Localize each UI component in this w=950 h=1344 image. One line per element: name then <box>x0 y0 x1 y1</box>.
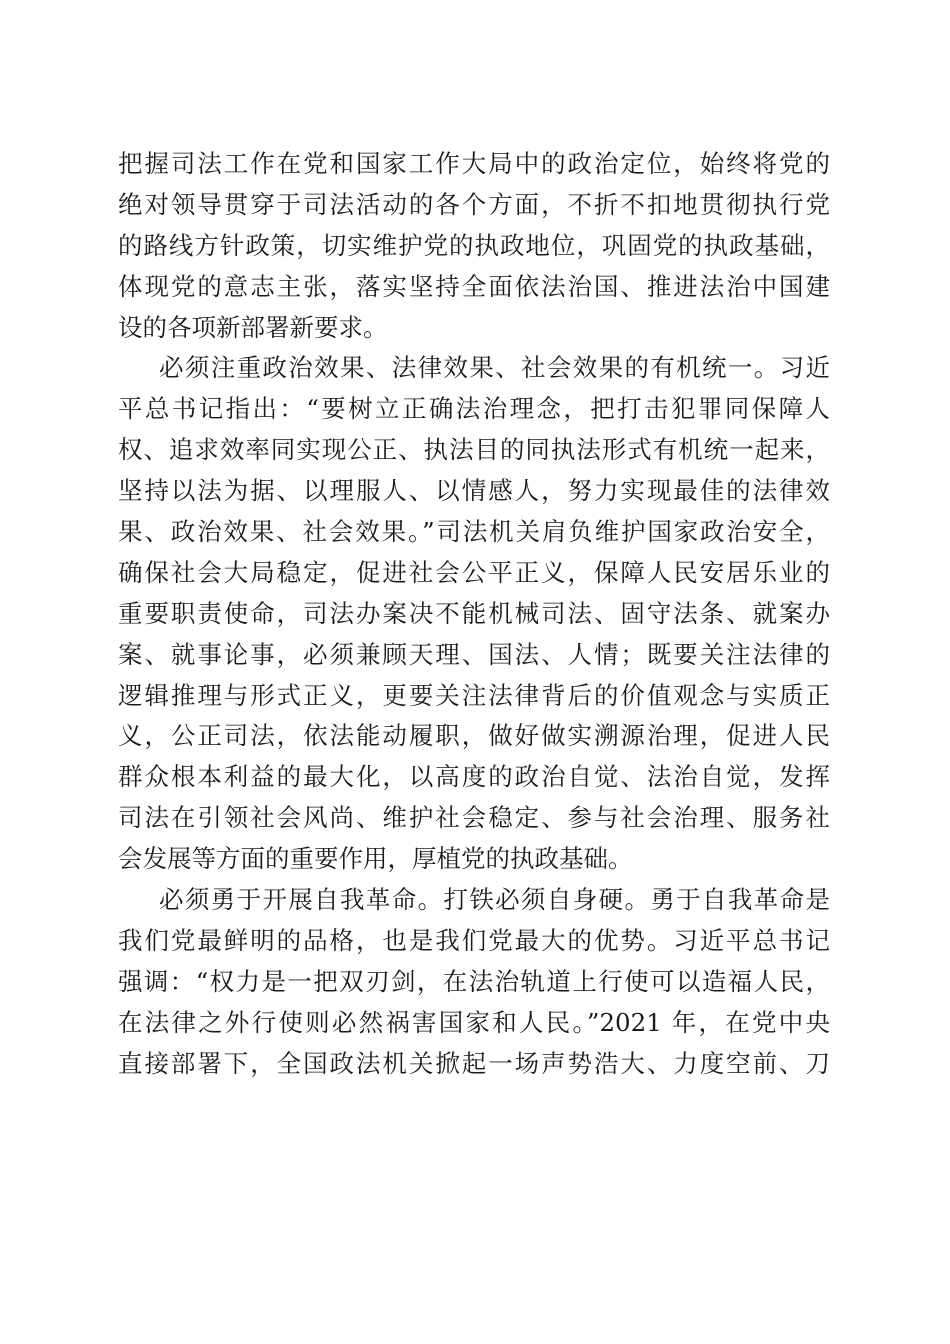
text-line: 义，公正司法，依法能动履职，做好做实溯源治理，促进人民 <box>118 721 830 751</box>
text-line: 强调：“权力是一把双刃剑，在法治轨道上行使可以造福人民， <box>118 966 830 996</box>
text-line: 体现党的意志主张，落实坚持全面依法治国、推进法治中国建 <box>118 271 830 301</box>
text-line: 平总书记指出：“要树立正确法治理念，把打击犯罪同保障人 <box>118 394 830 424</box>
text-line: 在法律之外行使则必然祸害国家和人民。”2021 年，在党中央 <box>118 1007 830 1037</box>
text-line: 逻辑推理与形式正义，更要关注法律背后的价值观念与实质正 <box>118 680 830 710</box>
text-line: 绝对领导贯穿于司法活动的各个方面，不折不扣地贯彻执行党 <box>118 189 830 219</box>
document-body <box>118 144 830 1084</box>
paragraph-start-line: 必须注重政治效果、法律效果、社会效果的有机统一。习近 <box>159 353 830 383</box>
text-line: 果、政治效果、社会效果。”司法机关肩负维护国家政治安全， <box>118 517 830 547</box>
text-line: 会发展等方面的重要作用，厚植党的执政基础。 <box>118 844 633 874</box>
text-line: 司法在引领社会风尚、维护社会稳定、参与社会治理、服务社 <box>118 803 830 833</box>
paragraph-start-line: 必须勇于开展自我革命。打铁必须自身硬。勇于自我革命是 <box>159 885 830 915</box>
text-line: 确保社会大局稳定，促进社会公平正义，保障人民安居乐业的 <box>118 557 830 587</box>
text-line: 坚持以法为据、以理服人、以情感人，努力实现最佳的法律效 <box>118 476 830 506</box>
text-line: 案、就事论事，必须兼顾天理、国法、人情；既要关注法律的 <box>118 639 830 669</box>
text-line: 直接部署下，全国政法机关掀起一场声势浩大、力度空前、刀 <box>118 1048 830 1078</box>
text-line: 的路线方针政策，切实维护党的执政地位，巩固党的执政基础， <box>118 230 830 260</box>
text-line: 重要职责使命，司法办案决不能机械司法、固守法条、就案办 <box>118 598 830 628</box>
text-line: 我们党最鲜明的品格，也是我们党最大的优势。习近平总书记 <box>118 925 830 955</box>
text-line: 把握司法工作在党和国家工作大局中的政治定位，始终将党的 <box>118 149 830 178</box>
text-line: 群众根本利益的最大化，以高度的政治自觉、法治自觉，发挥 <box>118 762 830 792</box>
text-line: 设的各项新部署新要求。 <box>118 312 388 342</box>
text-line: 权、追求效率同实现公正、执法目的同执法形式有机统一起来， <box>118 435 830 465</box>
